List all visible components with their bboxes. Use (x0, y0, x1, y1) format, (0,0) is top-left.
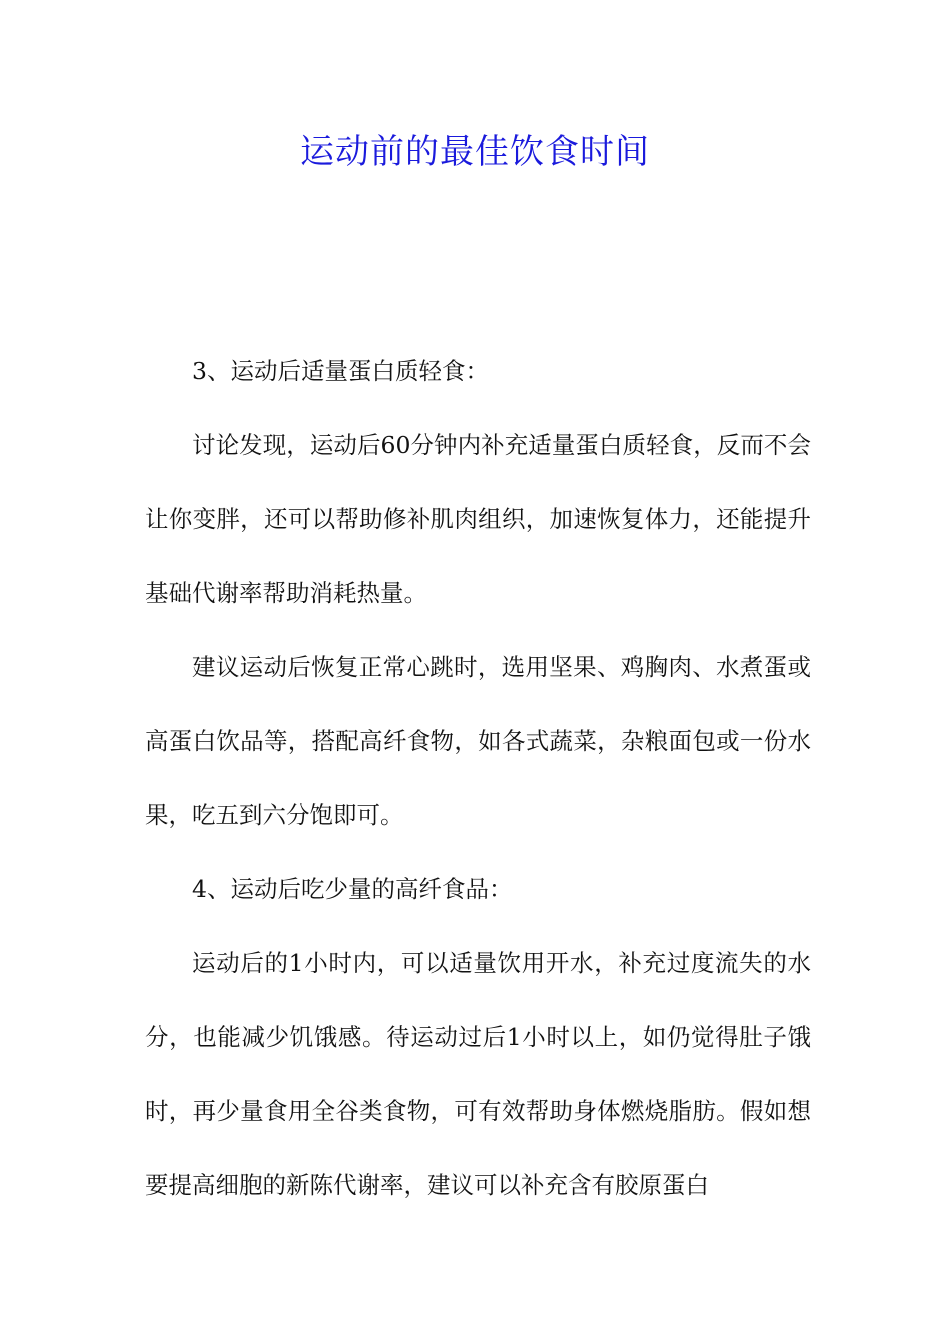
paragraph-protein-findings: 讨论发现，运动后60分钟内补充适量蛋白质轻食，反而不会让你变胖，还可以帮助修补肌肉组织，加速恢复体力，还能提升基础代谢率帮助消耗热量。 (145, 431, 811, 607)
paragraph-protein-suggestion: 建议运动后恢复正常心跳时，选用坚果、鸡胸肉、水煮蛋或高蛋白饮品等，搭配高纤食物，如各式蔬菜，杂粮面包或一份水果，吃五到六分饱即可。 (145, 653, 811, 829)
document-body (145, 334, 811, 1222)
section-heading-4: 4、运动后吃少量的高纤食品： (192, 875, 513, 903)
paragraph-fiber-advice: 运动后的1小时内，可以适量饮用开水，补充过度流失的水分，也能减少饥饿感。待运动过后1小时以上，如仍觉得肚子饿时，再少量食用全谷类食物，可有效帮助身体燃烧脂肪。假如想要提高细胞的新陈代谢率，建议可以补充含有胶原蛋白 (145, 949, 811, 1199)
document-title: 运动前的最佳饮食时间 (300, 132, 650, 172)
section-heading-3: 3、运动后适量蛋白质轻食： (192, 357, 489, 385)
